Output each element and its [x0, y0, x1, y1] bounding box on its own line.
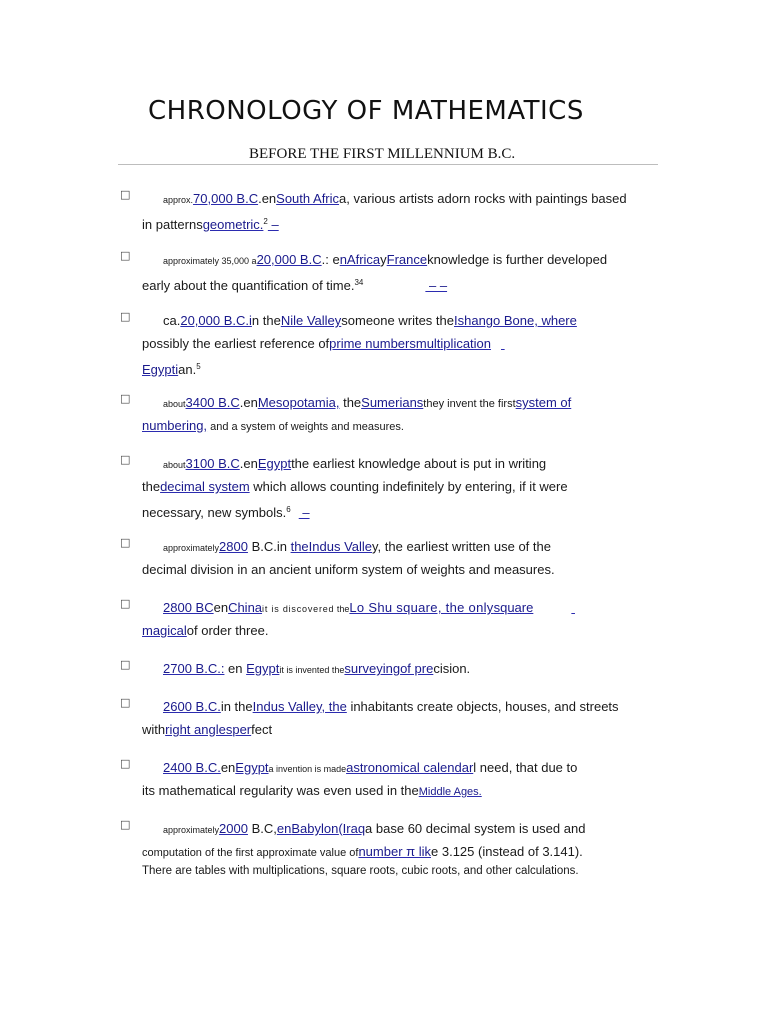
hyperlink[interactable]: Egypti — [142, 362, 179, 377]
text-run: fect — [251, 722, 273, 737]
bullet-icon: □ — [120, 453, 131, 466]
entry-line — [142, 558, 660, 581]
text-run: n the — [251, 313, 281, 328]
entry-line — [142, 355, 660, 378]
hyperlink[interactable]: astronomical calendar — [346, 760, 474, 775]
text-run: ca. — [163, 313, 181, 328]
hyperlink[interactable]: prime numbers — [329, 336, 416, 351]
text-run: – — [267, 217, 279, 232]
hyperlink[interactable]: Babylon — [291, 821, 339, 836]
entry-line — [163, 535, 660, 558]
hyperlink[interactable]: 70,000 B.C — [193, 191, 259, 206]
hyperlink[interactable]: Ishango Bone, where — [454, 313, 577, 328]
text-run: knowledge is further developed — [427, 252, 608, 267]
hyperlink[interactable]: of pre — [400, 661, 434, 676]
hyperlink[interactable]: 2000 — [219, 821, 248, 836]
text-run: There are tables with multiplications, square roots, cubic roots, and other calculations. — [142, 865, 579, 877]
bullet-icon: □ — [120, 696, 131, 709]
text-run: en — [213, 600, 229, 615]
hyperlink[interactable]: magical — [142, 623, 187, 638]
heading-divider — [118, 164, 658, 165]
footnote-ref: 34 — [354, 278, 364, 287]
footnote-ref: 5 — [196, 362, 201, 371]
hyperlink[interactable]: numbering, — [142, 418, 208, 433]
hyperlink[interactable]: 2800 BC — [163, 600, 214, 615]
bullet-icon: □ — [120, 757, 131, 770]
hyperlink[interactable]: Egypt — [246, 661, 280, 676]
text-run: the — [339, 395, 362, 410]
text-run: en — [220, 760, 236, 775]
entry-line — [142, 475, 660, 498]
text-run: .: e — [321, 252, 340, 267]
hyperlink[interactable]: South Afric — [276, 191, 340, 206]
hyperlink[interactable]: 20,000 B.C — [256, 252, 322, 267]
text-run: .en — [239, 456, 258, 471]
bullet-icon: □ — [120, 536, 131, 549]
text-run: about — [163, 399, 186, 409]
text-run: necessary, new symbols. — [142, 505, 287, 520]
text-run: about — [163, 460, 186, 470]
text-run: which allows counting indefinitely by entering, if it were — [249, 479, 568, 494]
text-run: of order three. — [186, 623, 269, 638]
text-run: – — [298, 505, 310, 520]
hyperlink[interactable]: number π lik — [358, 844, 432, 859]
hyperlink[interactable]: system of — [515, 395, 572, 410]
hyperlink[interactable]: France — [386, 252, 428, 267]
entry-line — [163, 187, 660, 210]
hyperlink[interactable]: Mesopotamia, — [257, 395, 340, 410]
text-run: . — [192, 362, 197, 377]
text-run: the — [334, 604, 350, 614]
hyperlink[interactable]: 2400 B.C. — [163, 760, 221, 775]
text-run: e 3.125 (instead of 3.141). — [431, 844, 583, 859]
text-run: a base 60 decimal system is used and — [365, 821, 586, 836]
hyperlink[interactable]: Sumerians — [361, 395, 424, 410]
text-run: a invention is made — [268, 764, 347, 774]
hyperlink[interactable]: the — [290, 539, 309, 554]
hyperlink[interactable]: geometric. — [202, 217, 264, 232]
hyperlink[interactable]: multipl — [415, 336, 454, 351]
text-run: B.C.in — [247, 539, 291, 554]
bullet-icon: □ — [120, 249, 131, 262]
text-run: approximately — [163, 825, 220, 835]
entry-line — [163, 817, 660, 840]
entry-line — [163, 248, 660, 271]
text-run: early about the quantification of time. — [142, 278, 355, 293]
entry-line — [163, 596, 660, 619]
entry-line — [142, 332, 660, 355]
text-run: cision. — [433, 661, 471, 676]
entry-line — [142, 271, 660, 294]
text-run: l need, that due to — [473, 760, 578, 775]
text-run: possibly the earliest reference of — [142, 336, 330, 351]
text-run: – – — [425, 278, 448, 293]
hyperlink[interactable]: Egypt — [235, 760, 269, 775]
hyperlink[interactable]: 2800 — [219, 539, 248, 554]
text-run: computation of the first approximate value of — [142, 847, 359, 859]
text-run: it is discovered — [262, 604, 335, 614]
entry-line — [163, 695, 660, 718]
bullet-icon: □ — [120, 597, 131, 610]
hyperlink[interactable]: nAfrica — [339, 252, 381, 267]
hyperlink[interactable]: right angles — [165, 722, 233, 737]
entry-line — [163, 756, 660, 779]
text-run: approximately 35,000 a — [163, 256, 257, 266]
hyperlink[interactable]: Middle Ages. — [418, 786, 482, 798]
bullet-icon: □ — [120, 310, 131, 323]
text-run: the — [142, 479, 161, 494]
text-run: approximately — [163, 543, 220, 553]
text-run: inhabitants create objects, houses, and streets — [346, 699, 619, 714]
entry-line — [163, 309, 660, 332]
text-run: .en — [239, 395, 258, 410]
entry-line — [163, 657, 660, 680]
hyperlink[interactable]: 3400 B.C — [185, 395, 240, 410]
text-run: y, the earliest written use of the — [372, 539, 551, 554]
hyperlink[interactable]: per — [232, 722, 252, 737]
text-run: someone writes the — [341, 313, 454, 328]
hyperlink[interactable]: Egypt — [257, 456, 292, 471]
hyperlink[interactable]: en — [276, 821, 292, 836]
text-run: the earliest knowledge about is put in writing — [291, 456, 547, 471]
text-run: .en — [258, 191, 277, 206]
text-run: en — [224, 661, 247, 676]
hyperlink[interactable]: Lo Shu square, the only — [349, 600, 494, 615]
text-run: approx. — [163, 195, 194, 205]
text-run: a, various artists adorn rocks with paintings based — [339, 191, 627, 206]
text-run: with — [142, 722, 166, 737]
hyperlink[interactable]: 2600 B.C. — [163, 699, 221, 714]
bullet-icon: □ — [120, 818, 131, 831]
entry-line — [163, 391, 660, 414]
hyperlink[interactable]: (Iraq — [338, 821, 366, 836]
text-run: its mathematical regularity was even used in the — [142, 783, 419, 798]
hyperlink[interactable]: decimal system — [160, 479, 250, 494]
hyperlink[interactable]: 3100 B.C — [185, 456, 240, 471]
text-run: in the — [220, 699, 253, 714]
text-run: decimal division in an ancient uniform system of weights and measures. — [142, 562, 555, 577]
footnote-ref: 2 — [263, 217, 268, 226]
text-run: in patterns — [142, 217, 203, 232]
hyperlink[interactable]: 2700 B.C.: — [163, 661, 225, 676]
entry-line — [142, 718, 660, 741]
section-heading: BEFORE THE FIRST MILLENNIUM B.C. — [249, 146, 516, 162]
document-title: CHRONOLOGY OF MATHEMATICS — [148, 96, 584, 126]
entry-line — [163, 452, 660, 475]
entry-line — [142, 860, 660, 883]
entry-line — [142, 498, 660, 521]
bullet-icon: □ — [120, 658, 131, 671]
entry-line — [142, 779, 660, 802]
hyperlink[interactable]: 20,000 B.C.i — [180, 313, 252, 328]
hyperlink[interactable]: ication — [453, 336, 492, 351]
hyperlink[interactable]: Indus Valle — [308, 539, 373, 554]
footnote-ref: 6 — [286, 505, 291, 514]
hyperlink[interactable]: Nile Valley — [280, 313, 342, 328]
text-run: y — [380, 252, 387, 267]
text-run: they invent the first — [423, 398, 516, 410]
hyperlink[interactable]: China — [228, 600, 263, 615]
hyperlink[interactable]: Indus Valley, the — [252, 699, 347, 714]
hyperlink[interactable]: square — [493, 600, 534, 615]
text-run: and a system of weights and measures. — [207, 421, 404, 433]
entry-line — [142, 619, 660, 642]
entry-line — [142, 210, 660, 233]
entry-line — [142, 414, 660, 437]
bullet-icon: □ — [120, 188, 131, 201]
hyperlink[interactable]: surveying — [344, 661, 401, 676]
text-run: an — [178, 362, 193, 377]
text-run: B.C, — [247, 821, 277, 836]
text-run: it is invented the — [279, 665, 345, 675]
bullet-icon: □ — [120, 392, 131, 405]
